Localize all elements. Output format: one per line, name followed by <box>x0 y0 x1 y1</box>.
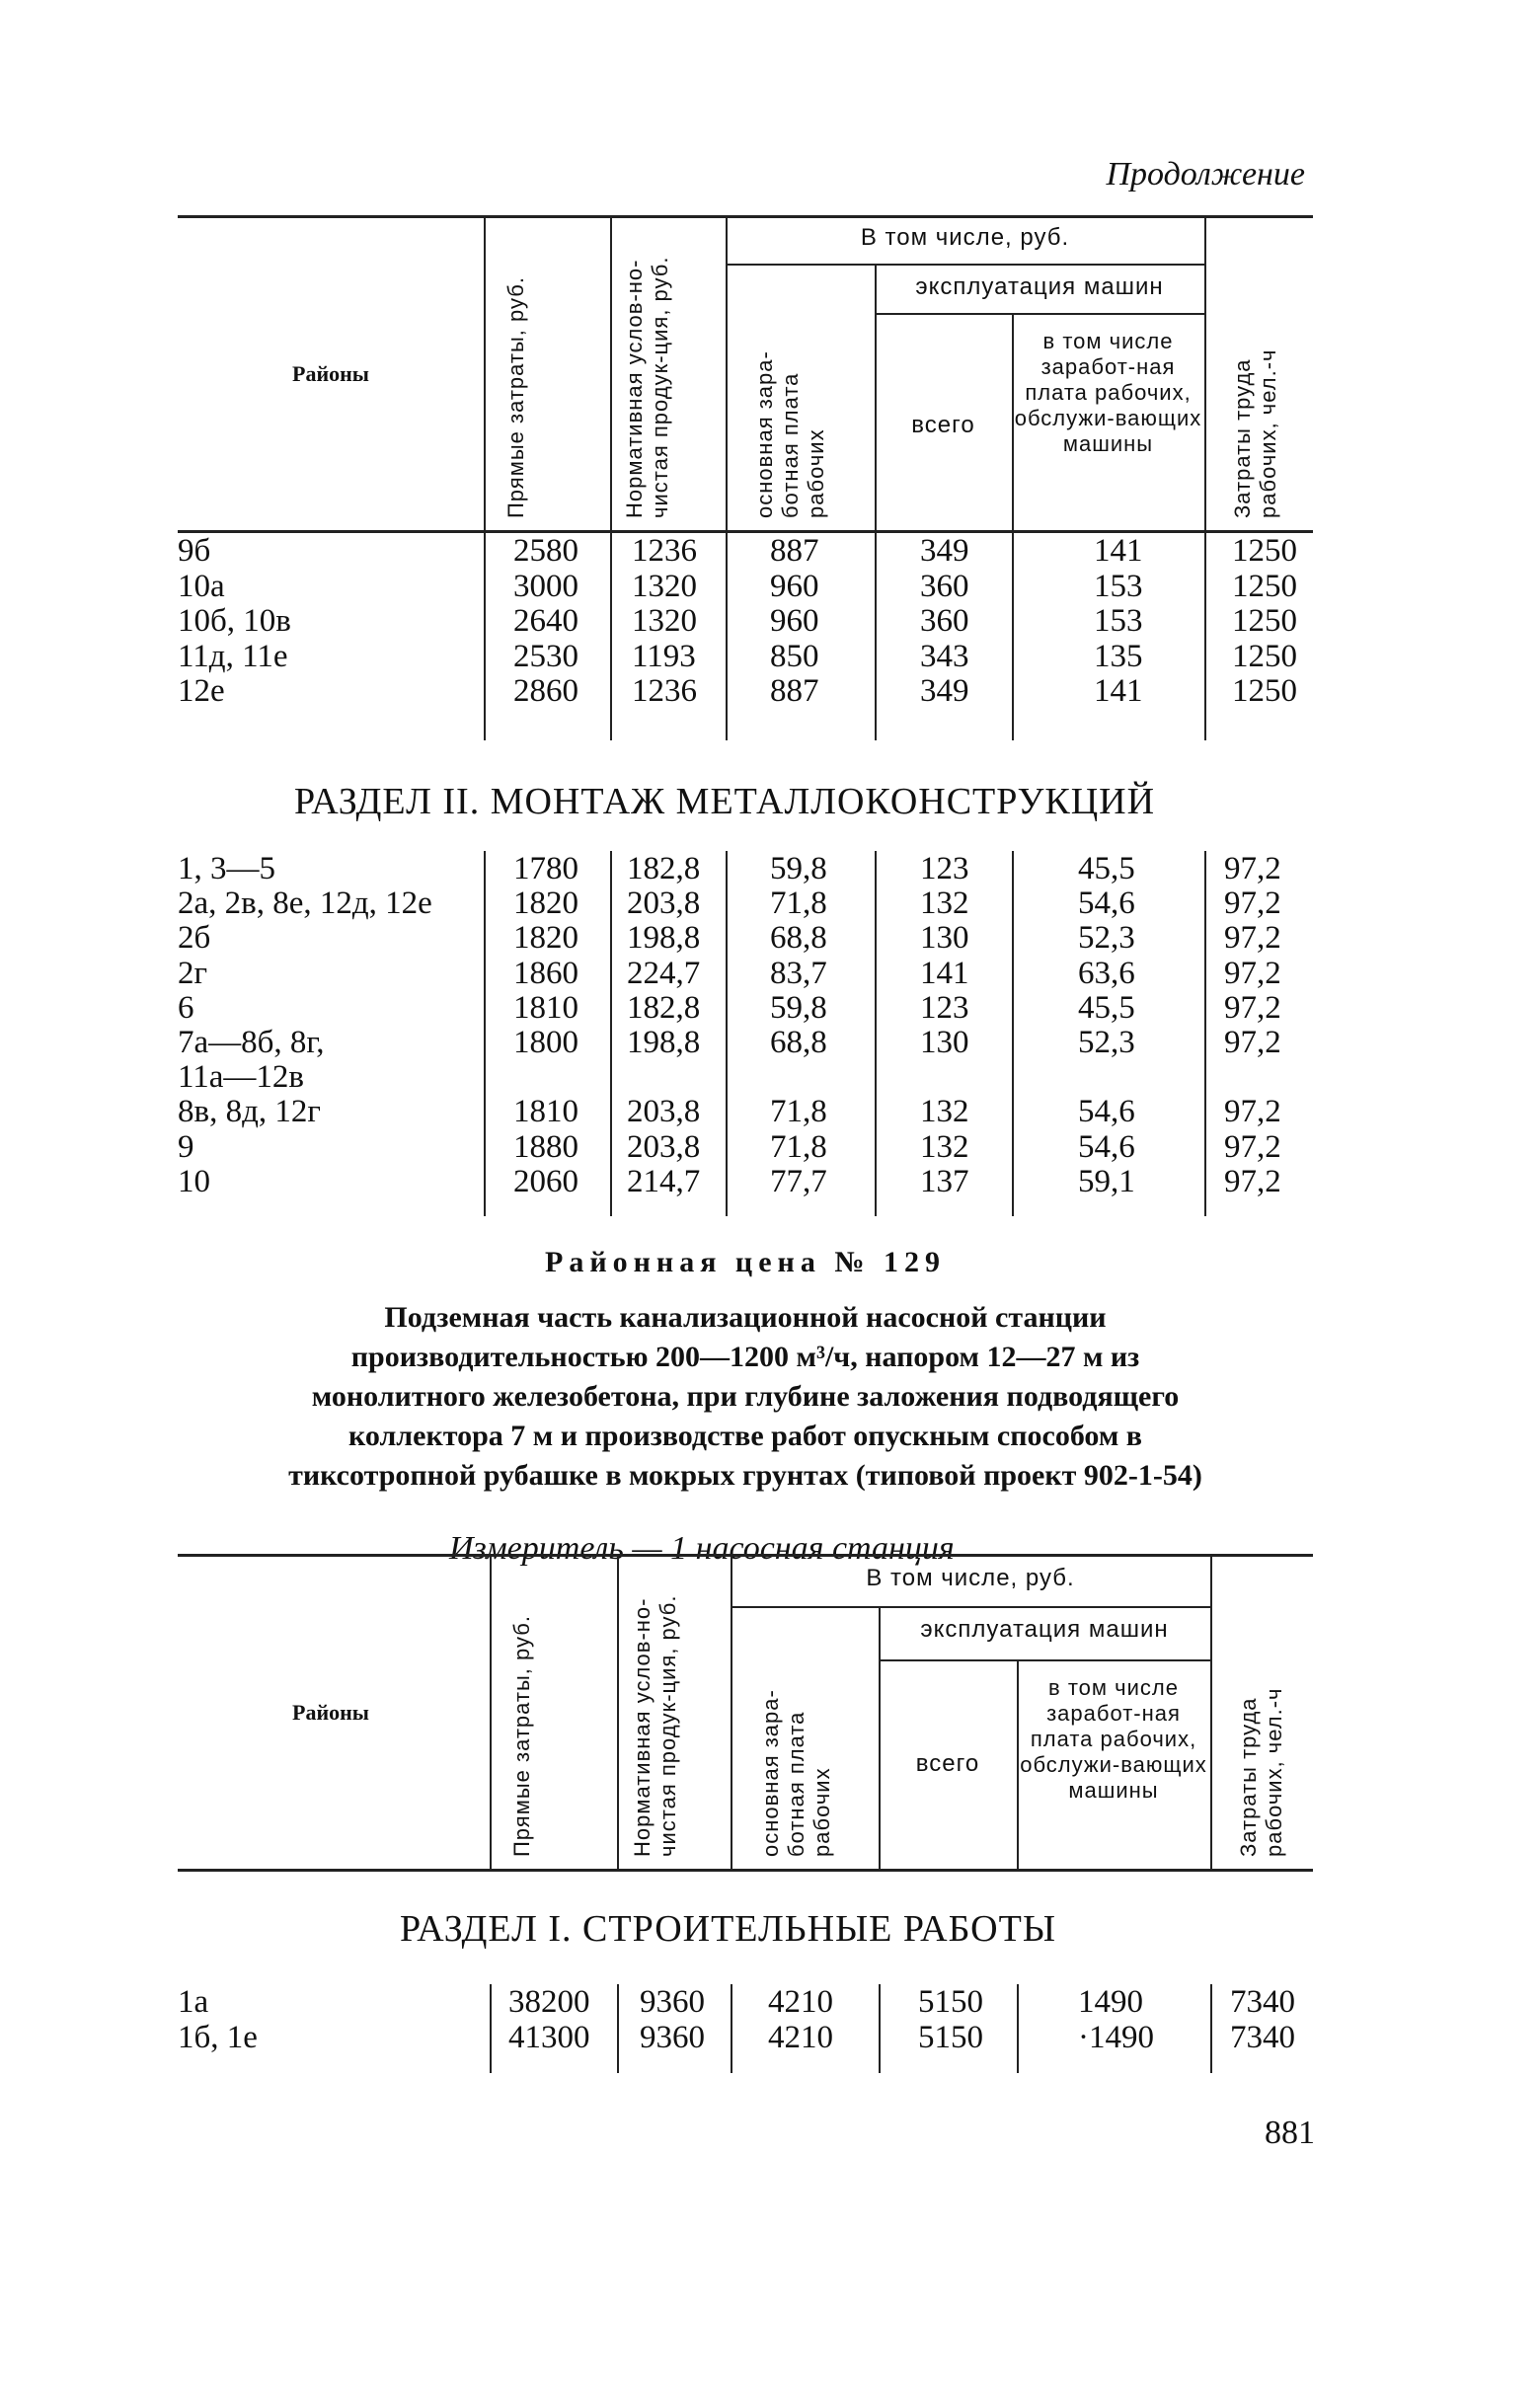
cell-wage: 71,8 <box>770 1094 827 1130</box>
cell-district: 10 <box>178 1163 210 1199</box>
cell-incl: 153 <box>1094 568 1143 604</box>
cell-labor: 97,2 <box>1224 1025 1281 1060</box>
cell-district: 1, 3—5 <box>178 851 275 886</box>
column-divider <box>617 1984 619 2073</box>
cell-labor: 97,2 <box>1224 851 1281 886</box>
table-header-1 <box>178 215 1313 533</box>
cell-direct: 2580 <box>513 533 578 569</box>
cell-wage: 59,8 <box>770 851 827 886</box>
cell-labor: 97,2 <box>1224 885 1281 922</box>
cell-incl: 153 <box>1094 603 1143 640</box>
table-3 <box>178 1984 1313 2073</box>
table-row <box>178 1025 1313 1060</box>
cell-wage: 887 <box>770 673 819 710</box>
column-divider <box>875 533 877 740</box>
table-header-2 <box>178 1554 1313 1872</box>
header-direct-costs: Прямые затраты, руб. <box>509 1615 534 1857</box>
cell-district: 2б <box>178 920 211 957</box>
cell-norm: 1193 <box>632 638 696 674</box>
header-normative: Нормативная услов-но-чистая продук-ция, руб. <box>630 1594 680 1857</box>
column-divider <box>1012 533 1014 740</box>
table-row <box>178 851 1313 886</box>
cell-labor: 1250 <box>1232 638 1297 674</box>
cell-norm: 1320 <box>632 603 697 640</box>
cell-direct: 1820 <box>513 885 578 922</box>
cell-incl: 141 <box>1094 673 1143 710</box>
table-row <box>178 956 1313 991</box>
cell-direct: 1820 <box>513 920 578 957</box>
continuation-label: Продолжение <box>1106 156 1305 192</box>
table-1 <box>178 533 1313 740</box>
cell-wage: 71,8 <box>770 885 827 922</box>
cell-incl: 52,3 <box>1078 920 1135 957</box>
cell-incl: 1490 <box>1078 1984 1143 2020</box>
header-machine-op: эксплуатация машин <box>920 1616 1169 1643</box>
cell-direct: 1860 <box>513 955 578 991</box>
cell-direct: 1810 <box>513 989 578 1026</box>
cell-incl: 141 <box>1094 533 1143 569</box>
page-number: 881 <box>1265 2115 1315 2151</box>
header-labor: Затраты труда рабочих, чел.-ч <box>1230 348 1280 518</box>
cell-labor: 1250 <box>1232 568 1297 604</box>
cell-norm: 198,8 <box>627 920 701 957</box>
cell-total: 360 <box>920 568 969 604</box>
cell-district: 10а <box>178 568 225 604</box>
cell-labor: 97,2 <box>1224 955 1281 991</box>
cell-total: 123 <box>920 989 969 1026</box>
cell-incl: 52,3 <box>1078 1025 1135 1060</box>
cell-wage: 68,8 <box>770 1025 827 1060</box>
cell-wage: 887 <box>770 533 819 569</box>
cell-district: 9б <box>178 533 211 569</box>
cell-incl: ·1490 <box>1078 2020 1154 2055</box>
column-divider <box>610 851 612 1216</box>
table-row <box>178 569 1313 604</box>
cell-total: 141 <box>920 955 969 991</box>
cell-direct: 1800 <box>513 1025 578 1060</box>
header-incl: В том числе, руб. <box>866 1565 1075 1591</box>
header-normative: Нормативная услов-но-чистая продук-ция, руб. <box>622 256 672 518</box>
cell-incl: 135 <box>1094 638 1143 674</box>
measure-label: Измеритель — 1 насосная станция <box>449 1530 955 1567</box>
cell-district: 9 <box>178 1128 194 1165</box>
cell-total: 132 <box>920 1094 969 1130</box>
table-row <box>178 533 1313 569</box>
header-incl-wage: в том числе заработ-ная плата рабочих, обслужи-вающих машины <box>1014 329 1202 456</box>
cell-incl: 63,6 <box>1078 955 1135 991</box>
table-row <box>178 1094 1313 1129</box>
column-divider <box>1017 1984 1019 2073</box>
cell-direct: 2860 <box>513 673 578 710</box>
cell-total: 132 <box>920 885 969 922</box>
cell-district: 2а, 2в, 8е, 12д, 12е <box>178 885 432 922</box>
column-divider <box>875 851 877 1216</box>
cell-total: 349 <box>920 673 969 710</box>
column-divider <box>610 533 612 740</box>
cell-direct: 1810 <box>513 1094 578 1130</box>
section-1-title: РАЗДЕЛ I. СТРОИТЕЛЬНЫЕ РАБОТЫ <box>400 1908 1056 1950</box>
cell-wage: 960 <box>770 603 819 640</box>
cell-wage: 850 <box>770 638 819 674</box>
cell-norm: 1320 <box>632 568 697 604</box>
header-districts: Районы <box>292 361 369 386</box>
column-divider <box>484 533 486 740</box>
column-divider <box>726 851 728 1216</box>
cell-direct: 3000 <box>513 568 578 604</box>
column-divider <box>726 533 728 740</box>
column-divider <box>1204 533 1206 740</box>
table-row <box>178 1984 1313 2020</box>
table-row <box>178 639 1313 674</box>
cell-norm: 9360 <box>640 2020 705 2055</box>
table-2 <box>178 851 1313 1216</box>
cell-labor: 7340 <box>1230 2020 1295 2055</box>
cell-district: 1а <box>178 1984 209 2020</box>
cell-labor: 97,2 <box>1224 989 1281 1026</box>
table-row <box>178 673 1313 709</box>
cell-incl: 59,1 <box>1078 1163 1135 1199</box>
header-labor: Затраты труда рабочих, чел.-ч <box>1236 1687 1286 1857</box>
cell-labor: 97,2 <box>1224 920 1281 957</box>
cell-direct: 1880 <box>513 1128 578 1165</box>
document-page: Продолжение Районы Прямые затраты, руб. Нормативная услов-но-чистая продук-ция, руб. основная зара-ботная плата рабочих Затраты труда рабочих, чел.-ч В том числе, руб. эксплуатация машин всего в том числе заработ-ная плата рабочих, обслужи-вающих машины 9б 2580 1236 887 349 141 1250 10а 3000 1320 960 360 153 1250 10б, 10в 2640 1320 960 360 153 1250 11д, 11е 2530 1193 850 343 135 1250 12е 2860 1236 887 349 141 1250 РАЗДЕЛ II. МОНТАЖ МЕТАЛЛОКОНСТРУКЦИЙ 1, 3—5 1780 182,8 59,8 123 45,5 97,2 2а, 2в, 8е, 12д, 12е 1820 203,8 71,8 132 54,6 97,2 2б 1820 198,8 68,8 130 52,3 97,2 2г 1860 224,7 83,7 141 63,6 97,2 6 1810 182,8 59,8 123 45,5 97,2 7а—8б, 8г, 1800 198,8 68,8 130 52,3 97,2 11а—12в 8в, 8д, 12г 1810 203,8 71,8 132 54,6 97,2 9 1880 203,8 71,8 132 54,6 97,2 10 2060 214,7 77,7 137 59,1 97,2 Районная цена № 129 Подземная часть канализационной насосной станции производительностью 200—1200 м³/ч, напором 12—27 м из монолитного железобетона, при глубине заложения подводящего коллектора 7 м и производстве работ опускным способом в тиксотропной рубашке в мокрых грунтах (типовой проект 902-1-54) Измеритель — 1 насосная станция Районы Прямые затраты, руб. Нормативная услов-но-чистая продук-ция, руб. основная зара-ботная плата рабочих Затраты труда рабочих, чел.-ч В том числе, руб. эксплуатация машин всего в том числе заработ-ная плата рабочих, обслужи-вающих машины РАЗДЕЛ I. СТРОИТЕЛЬНЫЕ РАБОТЫ 1а 38200 9360 4210 5150 1490 7340 1б, 1е 41300 9360 4210 5150 ·1490 7340 881 <box>178 156 1315 2151</box>
cell-norm: 214,7 <box>627 1163 701 1199</box>
cell-total: 360 <box>920 603 969 640</box>
cell-district: 12е <box>178 673 225 710</box>
cell-direct: 38200 <box>508 1984 590 2020</box>
column-divider <box>484 851 486 1216</box>
cell-labor: 1250 <box>1232 673 1297 710</box>
cell-district: 11д, 11е <box>178 638 288 674</box>
column-divider <box>879 1984 881 2073</box>
header-base-wage: основная зара-ботная плата рабочих <box>752 350 828 518</box>
cell-district: 8в, 8д, 12г <box>178 1094 321 1130</box>
cell-total: 132 <box>920 1128 969 1165</box>
column-divider <box>1012 851 1014 1216</box>
cell-direct: 2530 <box>513 638 578 674</box>
cell-direct: 1780 <box>513 851 578 886</box>
cell-district: 1б, 1е <box>178 2020 258 2055</box>
cell-district: 6 <box>178 989 194 1026</box>
cell-norm: 182,8 <box>627 851 701 886</box>
cell-incl: 54,6 <box>1078 1094 1135 1130</box>
cell-total: 130 <box>920 920 969 957</box>
cell-total: 123 <box>920 851 969 886</box>
cell-direct: 2640 <box>513 603 578 640</box>
column-divider <box>731 1984 732 2073</box>
cell-total: 130 <box>920 1025 969 1060</box>
cell-total: 349 <box>920 533 969 569</box>
cell-total: 343 <box>920 638 969 674</box>
cell-district: 11а—12в <box>178 1059 305 1096</box>
column-divider <box>490 1984 492 2073</box>
column-divider <box>1204 851 1206 1216</box>
cell-norm: 203,8 <box>627 1128 701 1165</box>
table-row <box>178 990 1313 1026</box>
header-incl-wage: в том числе заработ-ная плата рабочих, обслужи-вающих машины <box>1020 1675 1207 1803</box>
cell-district: 10б, 10в <box>178 603 291 640</box>
price-title: Районная цена № 129 <box>545 1246 946 1278</box>
cell-district: 2г <box>178 955 208 991</box>
cell-norm: 198,8 <box>627 1025 701 1060</box>
table-row <box>178 885 1313 921</box>
cell-district: 7а—8б, 8г, <box>178 1025 325 1060</box>
cell-wage: 4210 <box>768 1984 833 2020</box>
cell-wage: 71,8 <box>770 1128 827 1165</box>
header-incl: В том числе, руб. <box>860 224 1070 251</box>
cell-incl: 45,5 <box>1078 851 1135 886</box>
table-row <box>178 920 1313 956</box>
cell-direct: 41300 <box>508 2020 590 2055</box>
cell-incl: 45,5 <box>1078 989 1135 1026</box>
header-direct-costs: Прямые затраты, руб. <box>503 276 528 518</box>
column-divider <box>1210 1984 1212 2073</box>
cell-incl: 54,6 <box>1078 885 1135 922</box>
table-row <box>178 2020 1313 2055</box>
cell-norm: 182,8 <box>627 989 701 1026</box>
table-row <box>178 1164 1313 1199</box>
table-row <box>178 1129 1313 1165</box>
cell-norm: 224,7 <box>627 955 701 991</box>
cell-norm: 203,8 <box>627 1094 701 1130</box>
cell-wage: 77,7 <box>770 1163 827 1199</box>
section-2-title: РАЗДЕЛ II. МОНТАЖ МЕТАЛЛОКОНСТРУКЦИЙ <box>294 781 1156 822</box>
header-districts: Районы <box>292 1700 369 1725</box>
cell-wage: 68,8 <box>770 920 827 957</box>
cell-wage: 4210 <box>768 2020 833 2055</box>
cell-total: 137 <box>920 1163 969 1199</box>
cell-labor: 1250 <box>1232 603 1297 640</box>
cell-wage: 960 <box>770 568 819 604</box>
cell-labor: 97,2 <box>1224 1094 1281 1130</box>
header-total: всего <box>911 412 975 438</box>
cell-labor: 97,2 <box>1224 1163 1281 1199</box>
cell-total: 5150 <box>918 1984 983 2020</box>
cell-norm: 1236 <box>632 533 697 569</box>
cell-wage: 59,8 <box>770 989 827 1026</box>
table-row <box>178 603 1313 639</box>
header-base-wage: основная зара-ботная плата рабочих <box>758 1689 834 1857</box>
cell-norm: 9360 <box>640 1984 705 2020</box>
cell-norm: 1236 <box>632 673 697 710</box>
cell-total: 5150 <box>918 2020 983 2055</box>
cell-norm: 203,8 <box>627 885 701 922</box>
header-total: всего <box>915 1750 980 1777</box>
cell-labor: 97,2 <box>1224 1128 1281 1165</box>
cell-labor: 1250 <box>1232 533 1297 569</box>
cell-labor: 7340 <box>1230 1984 1295 2020</box>
cell-wage: 83,7 <box>770 955 827 991</box>
table-row <box>178 1059 1313 1095</box>
header-machine-op: эксплуатация машин <box>915 273 1164 300</box>
cell-direct: 2060 <box>513 1163 578 1199</box>
cell-incl: 54,6 <box>1078 1128 1135 1165</box>
